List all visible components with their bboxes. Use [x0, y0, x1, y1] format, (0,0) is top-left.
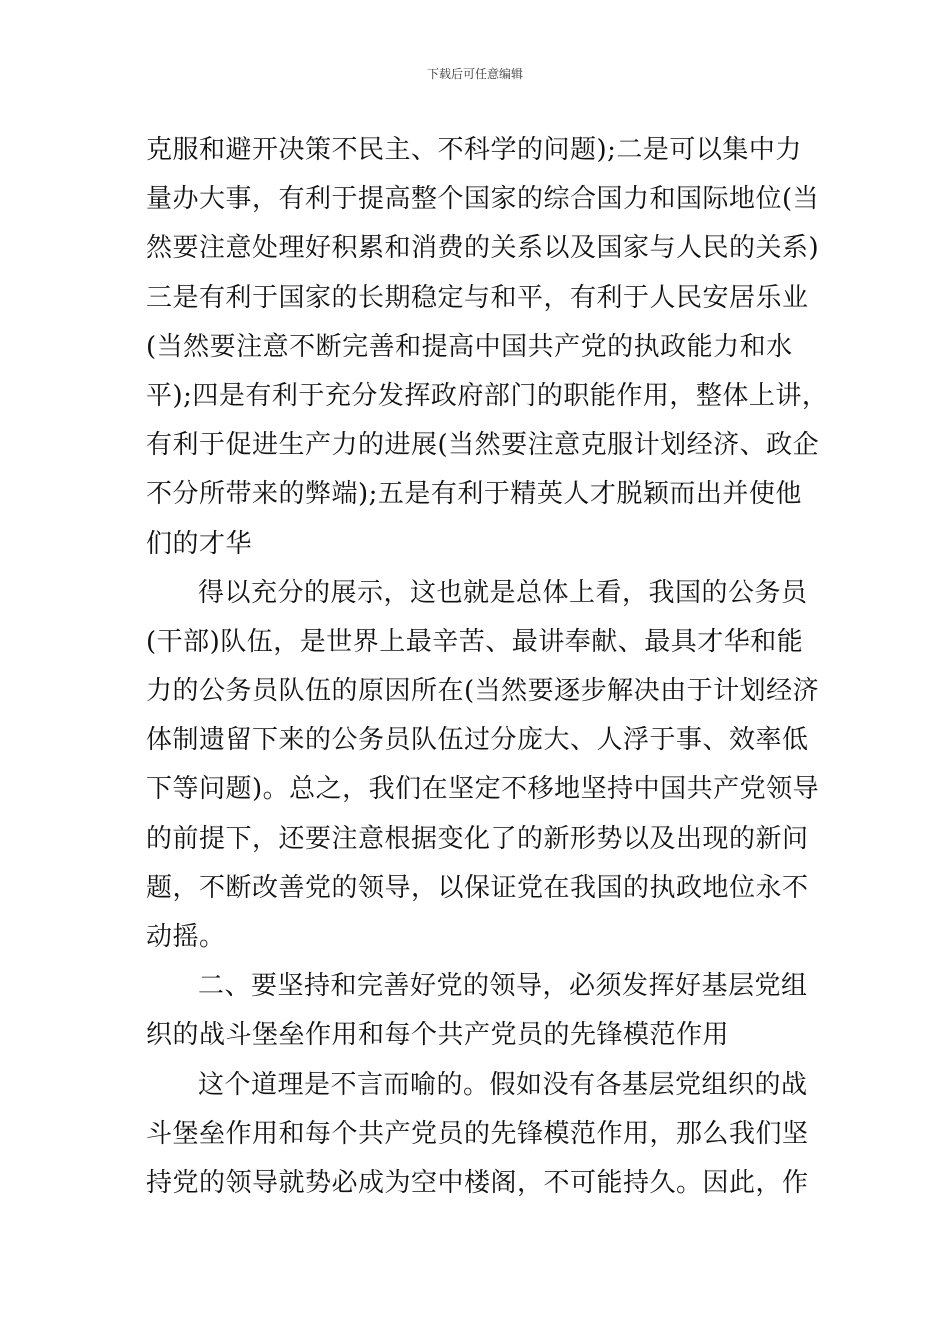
document-body — [146, 126, 829, 1208]
text-line: 平);四是有利于充分发挥政府部门的职能作用，整体上讲， — [146, 380, 829, 411]
text-line: 有利于促进生产力的进展(当然要注意克服计划经济、政企 — [146, 430, 820, 461]
text-line: 的前提下，还要注意根据变化了的新形势以及出现的新问 — [146, 823, 809, 854]
text-line: 然要注意处理好积累和消费的关系以及国家与人民的关系) — [146, 233, 820, 264]
text-line: 三是有利于国家的长期稳定与和平，有利于人民安居乐业 — [146, 282, 809, 313]
page-header: 下载后可任意编辑 — [426, 67, 523, 81]
text-line: 不分所带来的弊端);五是有利于精英人才脱颖而出并使他 — [146, 479, 802, 510]
text-line: 克服和避开决策不民主、不科学的问题);二是可以集中力 — [146, 135, 802, 165]
paragraph-first-line: 这个道理是不言而喻的。假如没有各基层党组织的战 — [198, 1069, 808, 1100]
text-line: 下等问题)。总之，我们在坚定不移地坚持中国共产党领导 — [146, 774, 820, 805]
paragraph-first-line: 得以充分的展示，这也就是总体上看，我国的公务员 — [198, 577, 808, 608]
text-line: 力的公务员队伍的原因所在(当然要逐步解决由于计划经济 — [146, 676, 820, 707]
text-line: 量办大事，有利于提高整个国家的综合国力和国际地位(当 — [146, 184, 820, 215]
text-line: 体制遗留下来的公务员队伍过分庞大、人浮于事、效率低 — [146, 725, 809, 756]
text-line: 题，不断改善党的领导，以保证党在我国的执政地位永不 — [146, 872, 809, 903]
text-line: 们的才华 — [146, 528, 253, 559]
section-heading-line: 二、要坚持和完善好党的领导，必须发挥好基层党组 — [198, 971, 808, 1002]
text-line: (当然要注意不断完善和提高中国共产党的执政能力和水 — [146, 331, 793, 362]
text-line: 斗堡垒作用和每个共产党员的先锋模范作用，那么我们坚 — [146, 1118, 809, 1149]
text-line: 持党的领导就势必成为空中楼阁，不可能持久。因此，作 — [146, 1167, 809, 1198]
section-heading-line: 织的战斗堡垒作用和每个共产党员的先锋模范作用 — [146, 1020, 730, 1051]
text-line: (干部)队伍，是世界上最辛苦、最讲奉献、最具才华和能 — [146, 626, 804, 657]
text-line: 动摇。 — [146, 922, 226, 952]
